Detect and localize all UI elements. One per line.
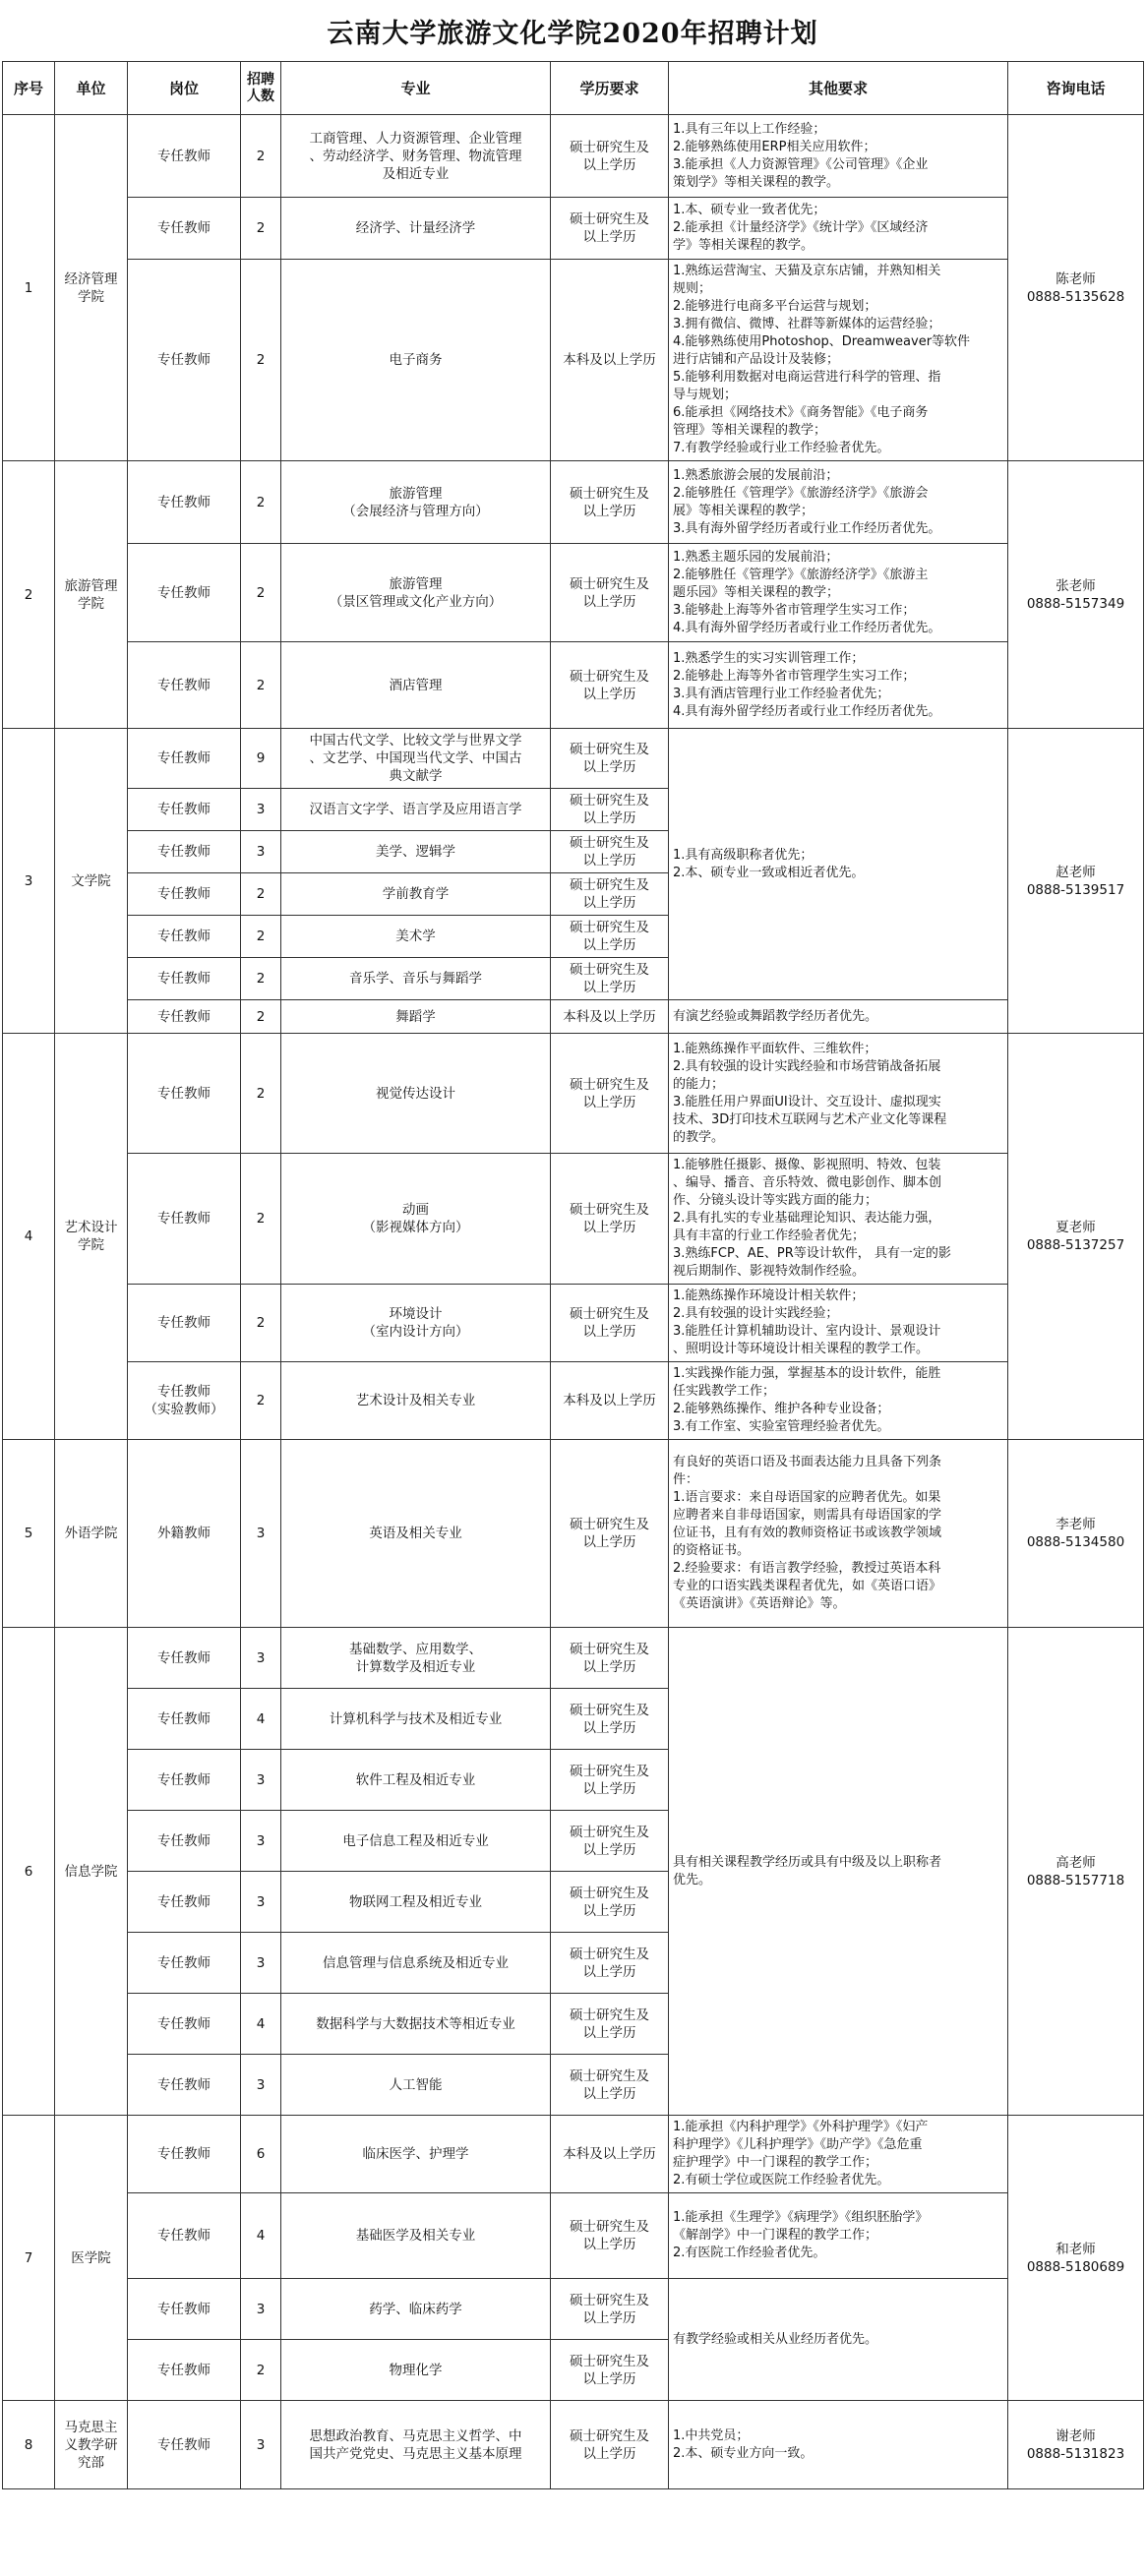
edu-cell: 硕士研究生及 以上学历 [551,1750,669,1811]
edu-cell: 硕士研究生及 以上学历 [551,1628,669,1689]
major-cell: 数据科学与大数据技术等相近专业 [281,1994,551,2055]
count-cell: 3 [241,1933,281,1994]
edu-cell: 硕士研究生及 以上学历 [551,1034,669,1154]
major-cell: 基础医学及相关专业 [281,2193,551,2279]
position-cell: 专任教师 [128,1994,241,2055]
major-cell: 软件工程及相近专业 [281,1750,551,1811]
major-cell: 工商管理、人力资源管理、企业管理 、劳动经济学、财务管理、物流管理 及相近专业 [281,115,551,198]
edu-cell: 硕士研究生及 以上学历 [551,1440,669,1628]
position-cell: 专任教师 [128,2340,241,2401]
page [2,0,1143,2489]
edu-cell: 硕士研究生及 以上学历 [551,1154,669,1285]
count-cell: 3 [241,2055,281,2116]
count-cell: 4 [241,1689,281,1750]
contact-phone: 和老师 0888-5180689 [1008,2116,1144,2401]
table-row [3,260,1144,461]
edu-cell: 硕士研究生及 以上学历 [551,916,669,958]
header-no: 序号 [3,62,55,115]
other-requirements: 1.熟悉旅游会展的发展前沿； 2.能够胜任《管理学》《旅游经济学》《旅游会 展》等相关课程的教学； 3.具有海外留学经历者或行业工作经历者优先。 [669,461,1008,544]
table-row [3,1440,1144,1628]
count-cell: 2 [241,461,281,544]
other-requirements: 1.本、硕专业一致者优先； 2.能承担《计量经济学》《统计学》《区域经济 学》等相关课程的教学。 [669,198,1008,260]
table-row [3,544,1144,642]
row-number: 6 [3,1628,55,2116]
major-cell: 药学、临床药学 [281,2279,551,2340]
edu-cell: 硕士研究生及 以上学历 [551,1689,669,1750]
position-cell: 专任教师 [128,1811,241,1872]
position-cell: 专任教师 [128,729,241,789]
major-cell: 环境设计 （室内设计方向） [281,1285,551,1362]
position-cell: 专任教师 [128,873,241,916]
count-cell: 3 [241,1440,281,1628]
edu-cell: 硕士研究生及 以上学历 [551,873,669,916]
table-row [3,2116,1144,2193]
major-cell: 电子商务 [281,260,551,461]
position-cell: 专任教师 [128,789,241,831]
table-row [3,2193,1144,2279]
table-row [3,1000,1144,1034]
major-cell: 物联网工程及相近专业 [281,1872,551,1933]
count-cell: 3 [241,1750,281,1811]
major-cell: 美术学 [281,916,551,958]
other-requirements: 1.能熟练操作平面软件、三维软件； 2.具有较强的设计实践经验和市场营销战备拓展 的能力； 3.能胜任用户界面UI设计、交互设计、虚拟现实 技术、3D打印技术互联网与艺术产业文化等课程 的教学。 [669,1034,1008,1154]
edu-cell: 硕士研究生及 以上学历 [551,2055,669,2116]
other-requirements: 有演艺经验或舞蹈教学经历者优先。 [669,1000,1008,1034]
edu-cell: 硕士研究生及 以上学历 [551,115,669,198]
unit-name: 医学院 [55,2116,128,2401]
major-cell: 旅游管理 （会展经济与管理方向） [281,461,551,544]
other-requirements: 1.实践操作能力强，掌握基本的设计软件，能胜 任实践教学工作； 2.能够熟练操作、维护各种专业设备； 3.有工作室、实验室管理经验者优先。 [669,1362,1008,1440]
table-row [3,1154,1144,1285]
edu-cell: 硕士研究生及 以上学历 [551,198,669,260]
count-cell: 2 [241,1000,281,1034]
count-cell: 2 [241,1154,281,1285]
major-cell: 基础数学、应用数学、 计算数学及相近专业 [281,1628,551,1689]
recruitment-table [2,61,1144,2489]
other-requirements: 1.熟悉学生的实习实训管理工作； 2.能够赴上海等外省市管理学生实习工作； 3.具有酒店管理行业工作经验者优先； 4.具有海外留学经历者或行业工作经历者优先。 [669,642,1008,729]
table-row [3,1628,1144,1689]
unit-name: 信息学院 [55,1628,128,2116]
major-cell: 艺术设计及相关专业 [281,1362,551,1440]
other-requirements: 1.能承担《生理学》《病理学》《组织胚胎学》 《解剖学》中一门课程的教学工作； 2.有医院工作经验者优先。 [669,2193,1008,2279]
edu-cell: 硕士研究生及 以上学历 [551,2193,669,2279]
contact-phone: 陈老师 0888-5135628 [1008,115,1144,461]
edu-cell: 硕士研究生及 以上学历 [551,1872,669,1933]
count-cell: 2 [241,1034,281,1154]
count-cell: 2 [241,873,281,916]
major-cell: 经济学、计量经济学 [281,198,551,260]
unit-name: 马克思主 义教学研 究部 [55,2401,128,2489]
count-cell: 3 [241,2279,281,2340]
row-number: 2 [3,461,55,729]
position-cell: 外籍教师 [128,1440,241,1628]
major-cell: 舞蹈学 [281,1000,551,1034]
table-row [3,729,1144,789]
position-cell: 专任教师 [128,2116,241,2193]
other-requirements: 1.中共党员； 2.本、硕专业方向一致。 [669,2401,1008,2489]
table-row [3,198,1144,260]
count-cell: 2 [241,198,281,260]
other-requirements: 1.熟练运营淘宝、天猫及京东店铺，并熟知相关 规则； 2.能够进行电商多平台运营与规划； 3.拥有微信、微博、社群等新媒体的运营经验； 4.能够熟练使用Photoshop、Dreamweaver等软件 进行店铺和产品设计及装修； 5.能够利用数据对电商运营进行科学的管理、指 导与规划； 6.能承担《网络技术》《商务智能》《电子商务 管理》等相关课程的教学； 7.有教学经验或行业工作经验者优先。 [669,260,1008,461]
major-cell: 信息管理与信息系统及相近专业 [281,1933,551,1994]
table-row [3,115,1144,198]
position-cell: 专任教师 [128,260,241,461]
position-cell: 专任教师 [128,2279,241,2340]
other-requirements: 1.熟悉主题乐园的发展前沿； 2.能够胜任《管理学》《旅游经济学》《旅游主 题乐园》等相关课程的教学； 3.能够赴上海等外省市管理学生实习工作； 4.具有海外留学经历者或行业工作经历者优先。 [669,544,1008,642]
position-cell: 专任教师 [128,1750,241,1811]
other-requirements: 有良好的英语口语及书面表达能力且具备下列条 件： 1.语言要求：来自母语国家的应聘者优先。如果 应聘者来自非母语国家，则需具有母语国家的学 位证书，且有有效的教师资格证书或该教学领域 的资格证书。 2.经验要求：有语言教学经验，教授过英语本科 专业的口语实践类课程者优先，如《英语口语》 《英语演讲》《英语辩论》等。 [669,1440,1008,1628]
table-row [3,1362,1144,1440]
position-cell: 专任教师 [128,642,241,729]
count-cell: 3 [241,1628,281,1689]
row-number: 8 [3,2401,55,2489]
major-cell: 旅游管理 （景区管理或文化产业方向） [281,544,551,642]
major-cell: 计算机科学与技术及相近专业 [281,1689,551,1750]
table-row [3,461,1144,544]
count-cell: 2 [241,642,281,729]
count-cell: 2 [241,260,281,461]
position-cell: 专任教师 [128,1628,241,1689]
major-cell: 音乐学、音乐与舞蹈学 [281,958,551,1000]
count-cell: 3 [241,2401,281,2489]
major-cell: 美学、逻辑学 [281,831,551,873]
position-cell: 专任教师 [128,1872,241,1933]
position-cell: 专任教师 [128,544,241,642]
contact-phone: 赵老师 0888-5139517 [1008,729,1144,1034]
table-row [3,1285,1144,1362]
table-row [3,642,1144,729]
row-number: 5 [3,1440,55,1628]
count-cell: 2 [241,916,281,958]
table-row [3,2401,1144,2489]
count-cell: 3 [241,1811,281,1872]
other-requirements: 1.具有高级职称者优先； 2.本、硕专业一致或相近者优先。 [669,729,1008,1000]
row-number: 4 [3,1034,55,1440]
contact-phone: 李老师 0888-5134580 [1008,1440,1144,1628]
edu-cell: 硕士研究生及 以上学历 [551,1285,669,1362]
edu-cell: 本科及以上学历 [551,1000,669,1034]
count-cell: 3 [241,789,281,831]
position-cell: 专任教师 [128,115,241,198]
position-cell: 专任教师 [128,831,241,873]
position-cell: 专任教师 [128,461,241,544]
edu-cell: 硕士研究生及 以上学历 [551,1933,669,1994]
major-cell: 英语及相关专业 [281,1440,551,1628]
position-cell: 专任教师 [128,198,241,260]
edu-cell: 硕士研究生及 以上学历 [551,2401,669,2489]
position-cell: 专任教师 [128,916,241,958]
major-cell: 汉语言文字学、语言学及应用语言学 [281,789,551,831]
edu-cell: 本科及以上学历 [551,1362,669,1440]
position-cell: 专任教师 [128,2193,241,2279]
header-unit: 单位 [55,62,128,115]
other-requirements: 有教学经验或相关从业经历者优先。 [669,2279,1008,2401]
header-position: 岗位 [128,62,241,115]
position-cell: 专任教师 [128,1285,241,1362]
major-cell: 视觉传达设计 [281,1034,551,1154]
position-cell: 专任教师 [128,2401,241,2489]
contact-phone: 高老师 0888-5157718 [1008,1628,1144,2116]
major-cell: 思想政治教育、马克思主义哲学、中 国共产党党史、马克思主义基本原理 [281,2401,551,2489]
edu-cell: 硕士研究生及 以上学历 [551,642,669,729]
edu-cell: 本科及以上学历 [551,260,669,461]
unit-name: 经济管理 学院 [55,115,128,461]
edu-cell: 硕士研究生及 以上学历 [551,958,669,1000]
major-cell: 学前教育学 [281,873,551,916]
row-number: 3 [3,729,55,1034]
major-cell: 临床医学、护理学 [281,2116,551,2193]
major-cell: 动画 （影视媒体方向） [281,1154,551,1285]
count-cell: 6 [241,2116,281,2193]
header-edu: 学历要求 [551,62,669,115]
contact-phone: 谢老师 0888-5131823 [1008,2401,1144,2489]
other-requirements: 1.能熟练操作环境设计相关软件； 2.具有较强的设计实践经验； 3.能胜任计算机辅助设计、室内设计、景观设计 、照明设计等环境设计相关课程的教学工作。 [669,1285,1008,1362]
major-cell: 物理化学 [281,2340,551,2401]
edu-cell: 硕士研究生及 以上学历 [551,831,669,873]
header-row [3,62,1144,115]
unit-name: 艺术设计 学院 [55,1034,128,1440]
edu-cell: 硕士研究生及 以上学历 [551,1994,669,2055]
position-cell: 专任教师 [128,1000,241,1034]
other-requirements: 1.具有三年以上工作经验； 2.能够熟练使用ERP相关应用软件； 3.能承担《人力资源管理》《公司管理》《企业 策划学》等相关课程的教学。 [669,115,1008,198]
header-count: 招聘 人数 [241,62,281,115]
count-cell: 2 [241,2340,281,2401]
position-cell: 专任教师 [128,1034,241,1154]
table-row [3,1034,1144,1154]
unit-name: 外语学院 [55,1440,128,1628]
edu-cell: 硕士研究生及 以上学历 [551,2279,669,2340]
position-cell: 专任教师 [128,1933,241,1994]
position-cell: 专任教师 [128,1689,241,1750]
count-cell: 4 [241,1994,281,2055]
position-cell: 专任教师 [128,2055,241,2116]
header-other: 其他要求 [669,62,1008,115]
count-cell: 2 [241,1362,281,1440]
position-cell: 专任教师 （实验教师） [128,1362,241,1440]
header-major: 专业 [281,62,551,115]
major-cell: 人工智能 [281,2055,551,2116]
count-cell: 4 [241,2193,281,2279]
edu-cell: 硕士研究生及 以上学历 [551,461,669,544]
edu-cell: 硕士研究生及 以上学历 [551,2340,669,2401]
unit-name: 旅游管理 学院 [55,461,128,729]
edu-cell: 硕士研究生及 以上学历 [551,789,669,831]
count-cell: 3 [241,1872,281,1933]
row-number: 1 [3,115,55,461]
edu-cell: 硕士研究生及 以上学历 [551,729,669,789]
count-cell: 2 [241,544,281,642]
edu-cell: 硕士研究生及 以上学历 [551,544,669,642]
count-cell: 2 [241,1285,281,1362]
contact-phone: 张老师 0888-5157349 [1008,461,1144,729]
other-requirements: 具有相关课程教学经历或具有中级及以上职称者 优先。 [669,1628,1008,2116]
contact-phone: 夏老师 0888-5137257 [1008,1034,1144,1440]
table-row [3,2279,1144,2340]
other-requirements: 1.能承担《内科护理学》《外科护理学》《妇产 科护理学》《儿科护理学》《助产学》《急危重 症护理学》中一门课程的教学工作； 2.有硕士学位或医院工作经验者优先。 [669,2116,1008,2193]
page-title: 云南大学旅游文化学院2020年招聘计划 [327,18,818,49]
major-cell: 电子信息工程及相近专业 [281,1811,551,1872]
unit-name: 文学院 [55,729,128,1034]
major-cell: 中国古代文学、比较文学与世界文学 、文艺学、中国现当代文学、中国古 典文献学 [281,729,551,789]
major-cell: 酒店管理 [281,642,551,729]
count-cell: 2 [241,958,281,1000]
edu-cell: 硕士研究生及 以上学历 [551,1811,669,1872]
count-cell: 2 [241,115,281,198]
count-cell: 3 [241,831,281,873]
count-cell: 9 [241,729,281,789]
position-cell: 专任教师 [128,1154,241,1285]
other-requirements: 1.能够胜任摄影、摄像、影视照明、特效、包装 、编导、播音、音乐特效、微电影创作、脚本创 作、分镜头设计等实践方面的能力； 2.具有扎实的专业基础理论知识、表达能力强， 具有丰富的行业工作经验者优先； 3.熟练FCP、AE、PR等设计软件， 具有一定的影 视后期制作、影视特效制作经验。 [669,1154,1008,1285]
edu-cell: 本科及以上学历 [551,2116,669,2193]
header-phone: 咨询电话 [1008,62,1144,115]
position-cell: 专任教师 [128,958,241,1000]
row-number: 7 [3,2116,55,2401]
